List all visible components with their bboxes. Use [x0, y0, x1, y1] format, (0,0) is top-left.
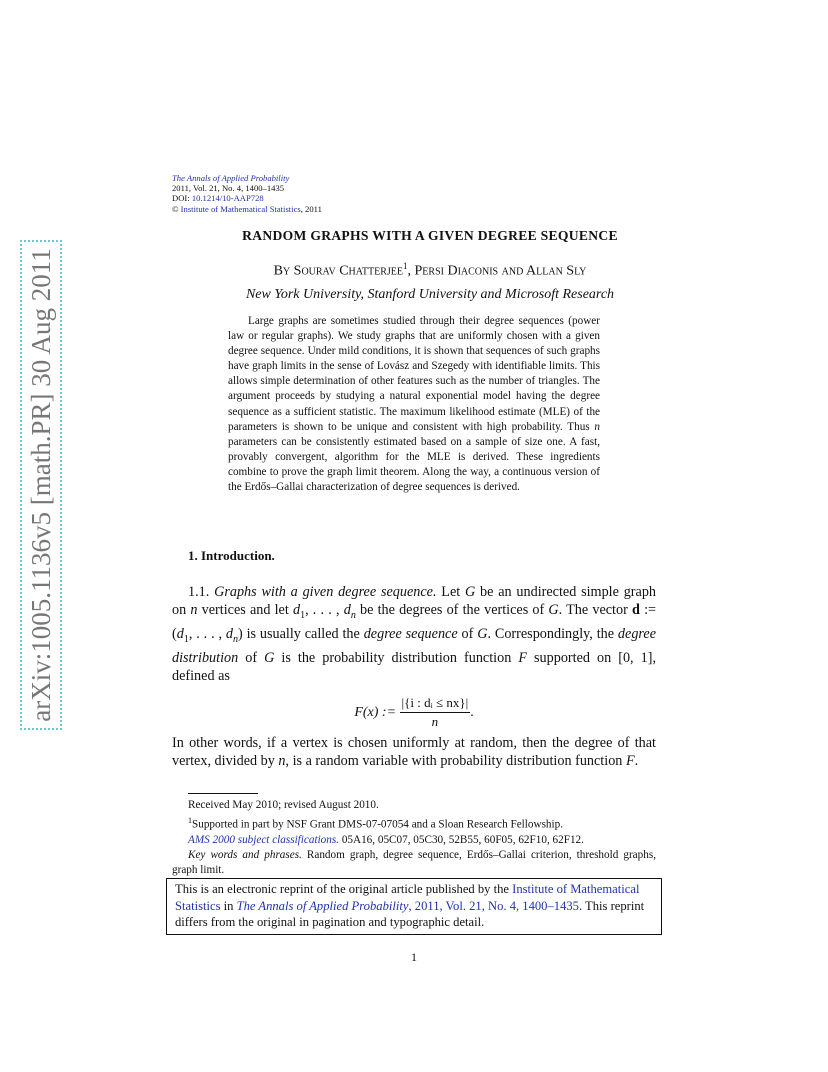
received-note: Received May 2010; revised August 2010. — [188, 799, 379, 811]
journal-volume: 2011, Vol. 21, No. 4, 1400–1435 — [172, 183, 285, 194]
journal-name-link[interactable]: The Annals of Applied Probability — [172, 173, 290, 183]
ims-link[interactable]: Institute of Mathematical Statistics — [178, 203, 301, 214]
copyright-icon: © — [172, 203, 179, 214]
ims-reprint-link[interactable]: Institute of Mathematical Statistics — [175, 882, 640, 913]
intro-paragraph: 1.1. Graphs with a given degree sequence. Let G be an undirected simple graph on n vertices and let $d_1$, . . . , $d_n$ be the degrees of the vertices of G. The vector d := ($d_1$, . . . , $d_n$) is usually called the degree sequence of G. Correspondingly, the degree distribution of G is the probability distribution function F supported on [0, 1], defined as — [172, 584, 657, 685]
doi-link[interactable]: 10.1214/10-AAP728 — [191, 193, 264, 204]
authors: By Sourav Chatterjee$^1$, Persi Diaconis and Allan Sly — [273, 261, 587, 279]
equation-fraction: $\frac{\text{|\{i : dᵢ ≤ nx\}|}}{n}$ — [401, 694, 469, 729]
footnote-rule — [188, 793, 258, 794]
ams-classifications: AMS 2000 subject classifications. 05A16, 05C07, 05C30, 52B55, 60F05, 62F10, 62F12. — [188, 833, 584, 846]
subsection-title: Graphs with a given degree sequence. — [214, 584, 437, 600]
journal-reprint-link[interactable]: The Annals of Applied Probability — [236, 898, 409, 913]
ams-link[interactable]: AMS 2000 subject classifications. — [188, 833, 340, 846]
page-number: 1 — [411, 950, 417, 964]
paper-title: RANDOM GRAPHS WITH A GIVEN DEGREE SEQUENCE — [242, 228, 618, 243]
footnote-mark-1[interactable]: 1 — [403, 261, 408, 271]
equation-F: F(x) := $\frac{\text{|\{i : dᵢ ≤ nx\}|}}{n}$ . — [172, 688, 656, 732]
citation-link[interactable]: 2011, Vol. 21, No. 4, 1400–1435 — [414, 898, 579, 913]
footnote-1: $^1$Supported in part by NSF Grant DMS-07-07054 and a Sloan Research Fellowship. — [188, 816, 564, 831]
journal-header — [172, 173, 322, 214]
other-authors: , Persi Diaconis and Allan Sly — [407, 263, 587, 279]
affiliations: New York University, Stanford University and Microsoft Research — [245, 287, 615, 302]
after-equation-paragraph: In other words, if a vertex is chosen uniformly at random, then the degree of that vertex, divided by n, is a random variable with probability distribution function F. — [172, 734, 656, 769]
section-heading: 1. Introduction. — [188, 548, 275, 563]
arxiv-stamp — [20, 240, 62, 730]
footnotes — [172, 798, 656, 878]
arxiv-stamp-text: arXiv:1005.1136v5 [math.PR] 30 Aug 2011 — [20, 240, 62, 730]
journal-copyright: © Institute of Mathematical Statistics, 2011 — [172, 203, 322, 214]
author-1: Sourav Chatterjee — [293, 263, 403, 279]
reprint-notice: This is an electronic reprint of the original article published by the Institute of Mathematical Statistics in The Annals of Applied Probability, 2011, Vol. 21, No. 4, 1400–1435. This reprint differs from the original in pagination and typographic detail. — [166, 878, 662, 935]
keywords: Key words and phrases. Random graph, degree sequence, Erdős–Gallai criterion, threshold graphs, graph limit. — [172, 848, 656, 876]
journal-doi-line: DOI: 10.1214/10-AAP728 — [172, 193, 264, 204]
abstract: Large graphs are sometimes studied through their degree sequences (power law or regular graphs). We study graphs that are uniformly chosen with a given degree sequence. Under mild conditions, it is shown that sequences of such graphs have graph limits in the sense of Lovász and Szegedy with identifiable limits. This allows simple determination of other features such as the number of triangles. The argument proceeds by studying a natural exponential model having the degree sequence as a sufficient statistic. The maximum likelihood estimate (MLE) of the parameters is shown to be unique and consistent with high probability. Thus n parameters can be consistently estimated based on a sample of size one. A fast, provably convergent, algorithm for the MLE is derived. These ingredients combine to prove the graph limit theorem. Along the way, a continuous version of the Erdős–Gallai characterization of degree sequences is derived. — [228, 315, 600, 494]
subsection-number: 1.1. — [188, 584, 215, 600]
body-text — [172, 583, 656, 770]
